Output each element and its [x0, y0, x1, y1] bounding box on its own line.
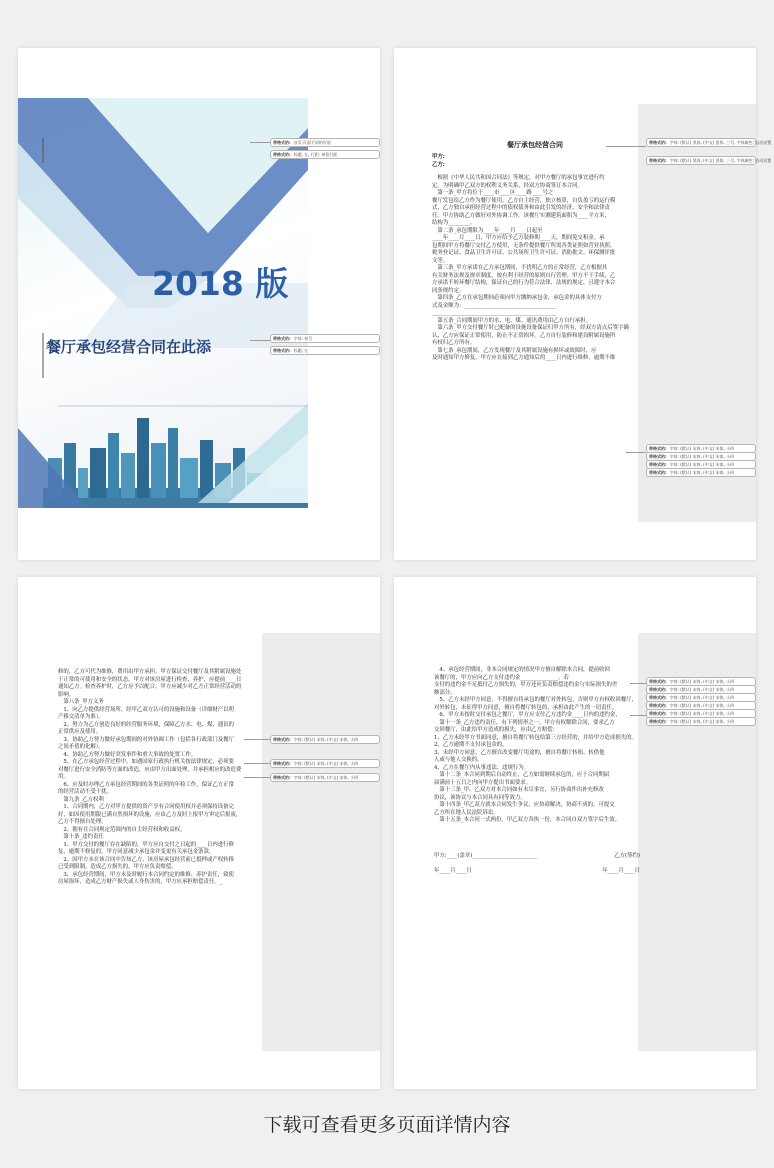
contract-line: 4、协助乙方努力做好突发事件和重大事故的处置工作。 [58, 751, 197, 758]
contract-line: 税务登记证、食品卫生许可证、公共场所卫生许可证、消防批文、环保测评批 [432, 250, 616, 256]
contract-line: 乙方不得擅自处理。 [58, 819, 107, 825]
comment-leader [250, 340, 272, 341]
contract-line: 1、乙方未经甲方书面同意，擅自将餐厅转包给第三方经营的，并给甲方造成损失的。 [434, 734, 637, 741]
contract-line: 第十四条_甲乙双方就本合同发生争议，应协商解决，协商不成的，可提交 [434, 802, 615, 808]
contract-line: ____年____月____日，甲方应给予乙方装修期____天，期间免交租金。承 [432, 235, 605, 241]
contract-line: 定。为明确甲乙双方的权利义务关系，经双方协商签订本合同。 [432, 182, 583, 189]
format-comment[interactable]: 带格式的: 字体: (默认) 宋体, (中文) 宋体, 小四 [270, 735, 380, 744]
format-comment[interactable]: 带格式的: 字体: (默认) 宋体, (中文) 宋体, 小四 [646, 685, 756, 694]
contract-line: 文等。 [432, 257, 449, 264]
contract-line: 第九条_乙方权利 [58, 796, 104, 803]
contract-line: 协议，该协议与本合同具有同等效力。 [434, 794, 526, 801]
contract-line: 交回餐厅，由此给甲方造成的损失，应由乙方赔偿： [434, 727, 558, 733]
contract-line: 包期间甲方将餐厅交付乙方使用，无条件提供餐厅所需各类证照如营业执照、 [432, 242, 616, 249]
contract-line: 认，乙方应保证正常使用，防止不正常损坏。乙方自行装修和建设附属设施所 [432, 332, 616, 339]
party-a-label: 甲方: [432, 154, 445, 160]
contract-line: 复，逾期不修复的，甲方同意减少承包金并变更有关承包金条款。 [58, 849, 215, 855]
contract-line: 4、乙方在餐厅内从事违法、违规行为。 [434, 764, 530, 771]
contract-paragraphs [434, 667, 640, 825]
contract-line: 及时通知甲方修复，甲方应在接到乙方通知后的____日内进行维修，逾期不维 [432, 355, 616, 361]
contract-line: 已受到限制，造成乙方损失的，甲方应负责赔偿。 [58, 864, 177, 870]
contract-body [434, 667, 640, 876]
contract-line: 4、承包经营期间，非本合同规定的情况甲方擅自解除本合同，提前收回 [434, 667, 610, 673]
contract-line: 3、未经甲方同意，乙方擅自改变餐厅用途的，擅自将餐厅转租、转借他 [434, 749, 605, 756]
contract-line: 人或与他人交换的。 [434, 757, 483, 763]
comment-leader [626, 452, 646, 453]
format-comment[interactable]: 带格式的: 字体: (默认) 宋体, (中文) 宋体, 小四 [646, 717, 756, 726]
format-comment[interactable]: 带格式的: 字体: (默认) 宋体, (中文) 宋体, 小四 [646, 693, 756, 702]
format-comment[interactable]: 带格式的: 首页,页面不同的页眉 [270, 138, 380, 147]
format-comment[interactable]: 带格式的: 字体: (默认) 宋体, (中文) 宋体, 小四 [646, 709, 756, 718]
download-more-caption: 下载可查看更多页面详情内容 [263, 1114, 511, 1136]
format-comment[interactable]: 带格式的: 字体: (默认) 宋体, (中文) 宋体, 小四 [646, 452, 756, 461]
contract-line: 产移交清单为准）。 [58, 714, 104, 720]
contract-paragraphs [58, 669, 260, 887]
date-row [434, 868, 640, 876]
format-comment[interactable]: 带格式的: 字体: (默认) 宋体, (中文) 宋体, 小四 [646, 677, 756, 686]
contract-line: 第四条_乙方在承包期间必须向甲方缴纳承包金，承包金的具体支付方 [432, 295, 602, 301]
contract-line: 餐厅发包给乙方作为餐厅使用。乙方自主经营，独立核算，自负盈亏的运行模 [432, 197, 616, 204]
contract-line: 对外转包，未征得甲方同意，擅自将餐厅转包的，承担由此产生的一切责任。 [434, 704, 618, 711]
contract-body [432, 140, 638, 363]
contract-line: 式及金额为：__________________________________ [432, 302, 556, 309]
contract-line: 1、合同期内，乙方对甲方提供的资产享有合同使用权并必须保持设备完 [58, 804, 234, 810]
comment-leader [606, 146, 646, 147]
date-party-a: 年____月____日 [434, 868, 472, 874]
contract-line: 有权归乙方所有。 [432, 340, 476, 346]
comment-leader [244, 777, 270, 778]
contract-title: 餐厅承包经营合同 [507, 140, 563, 149]
contract-line: 该餐厅的，甲方应向乙方支付违约金______________。若 [434, 674, 569, 681]
contract-page-2 [18, 577, 380, 1089]
contract-line: 方承诺不转环餐厅结构，保证自己的行为符合法律、法规的规定，且遵守本合 [432, 280, 616, 286]
contract-line: 6、甲方未按时交付承包之餐厅，甲方应支付乙方违约金____日内的违约金， [434, 712, 621, 718]
contract-line: 乙方所在地人民法院诉讼。 [434, 809, 499, 816]
format-comment[interactable]: 带格式的: 标题, 左 [270, 346, 380, 355]
contract-line: 第十五条_本合同一式两份，甲乙双方各执一份，本合同自双方签字后生效。 [434, 817, 620, 823]
contract-line: 有关财务法规及规章制度，按有利于经营的原则自行管理。甲方不干手续，乙 [432, 272, 616, 279]
contract-line: 的经营活动不受干扰。 [58, 789, 112, 795]
contract-line: 1、向乙方提供经营场所、经甲乙双方认可的设施和设备（详细财产以明 [58, 706, 234, 713]
format-comment[interactable]: 带格式的: 字体: (默认) 宋体, (中文) 宋体, 小四 [646, 701, 756, 710]
cover-page [18, 48, 380, 560]
comment-leader [630, 683, 646, 684]
contract-line: 根据《中华人民共和国合同法》等规定，对甲方餐厅的承包事宜进行约 [432, 175, 605, 181]
contract-line: 2、拥有在合同规定范围内的自主经营权和收益权。 [58, 826, 186, 833]
contract-paragraphs [432, 175, 638, 363]
cover-year: 2018 版 [152, 264, 289, 303]
contract-line: 第二条_承包期限为____年____月____日起至 [432, 227, 543, 234]
contract-line: 第一条_甲方将位于____市____区____路____号之 [432, 190, 554, 196]
contract-line: ______________________________________________ [432, 310, 556, 316]
format-comment[interactable]: 带格式的: 标题, 左, 行距: 单倍行距 [270, 150, 380, 159]
contract-line: 3、协助乙方努力做好承包期间的对外协调工作（包括各行政部门及餐厅 [58, 736, 234, 743]
signature-row [434, 853, 640, 861]
format-comment[interactable]: 带格式的: 字体: (默认) 宋体, (中文) 宋体, 小四 [646, 444, 756, 453]
contract-line: 式，乙方独自承担经营过程中的债权债务和由此引发的经济、安全和法律责 [432, 205, 610, 211]
format-comment[interactable]: 带格式的: 字体: (默认) 黑体, (中文) 黑体, 三号, 字体颜色: 自动设置 [646, 138, 756, 147]
contract-line: 1、甲方交付的餐厅存在缺陷的，甲方应自交付之日起的____日内进行修 [58, 841, 234, 848]
contract-body [58, 669, 260, 887]
contract-line: 第十条_违约责任 [58, 834, 104, 840]
party-b-label: 乙方: [432, 161, 445, 168]
signature-party-b: 乙方(签约) [614, 852, 640, 859]
date-party-b: 年____月____日 [602, 868, 640, 874]
contract-line: 影响。 [58, 691, 75, 698]
format-comment[interactable]: 带格式的: 字体: 初号 [270, 334, 380, 343]
format-comment[interactable]: 带格式的: 字体: (默认) 宋体, (中文) 宋体, 小四 [646, 468, 756, 477]
contract-page-3 [394, 577, 756, 1089]
contract-line: 房屋损坏，造成乙方财产损失或人身伤害的，甲方应承担赔偿责任。_ [58, 879, 223, 885]
contract-line: 修的，乙方可代为维修，费用由甲方承担。甲方保证交付餐厅及其附属设施处 [58, 669, 242, 675]
contract-line: 第八条_甲方义务 [58, 699, 104, 705]
contract-line: 第三条_甲方承诺在乙方承包期间，不扰明乙方的正常经营，乙方根据其 [432, 265, 608, 271]
contract-line: 结构为________。 [432, 220, 476, 226]
contract-page-1 [394, 48, 772, 560]
signature-party-a: 甲方:____(盖章)________________________ [434, 852, 538, 859]
contract-line: 额部分。 [434, 689, 456, 696]
contract-line: 好，如因使用期限已满自然损坏的设施，应由乙方及时上报甲方审定后报废， [58, 811, 242, 818]
contract-line: 5、乙方未经甲方同意，不得擅自将承包的餐厅对外转包，否则甲方有权收回餐厅， [434, 697, 637, 703]
contract-line: 于正常的可使用和安全的状态，甲方对该房屋进行检查、养护，应提前____日 [58, 676, 242, 683]
format-comment[interactable]: 带格式的: 字体: (默认) 宋体, (中文) 宋体, 小四 [270, 759, 380, 768]
comment-leader [244, 739, 270, 740]
contract-line: 支付的违约金不足抵付乙方损失的，甲方还应负责赔偿违约金与实际损失的差 [434, 682, 618, 688]
contract-line: 2、因甲方未在该合同中告知乙方，该房屋承包经营前已抵押或产权转移 [58, 856, 234, 863]
markup-pane [262, 633, 380, 1051]
contract-line: 用。 [58, 774, 69, 780]
contract-line: 3、承包经营期间，甲方未及时履行本合同约定的维修、养护责任，致使 [58, 871, 234, 878]
contract-line: 6、应及时办理乙方承包经营期间的各类证照的年检工作，保证乙方正常 [58, 781, 234, 788]
contract-line: 通知乙方。检查养护时，乙方应予以配合。甲方应减少对乙方正常经营活动的 [58, 684, 242, 690]
contract-line: 第十二条_本合同到期后自动终止，乙方如需继续承包的，应于合同期届 [434, 772, 610, 778]
contract-line: 任。甲方协助乙方做好对外协调工作。该餐厅实测建筑面积为____平方米， [432, 212, 610, 219]
contract-line: 2、乙方逾期不支付承包金的。 [434, 742, 508, 748]
contract-line: 正常供应及使用。 [58, 729, 102, 735]
contract-line: 第七条_承包期间，乙方发现餐厅及其附属设施有损坏或故障时，应 [432, 347, 597, 354]
contract-line: 5、在乙方承包经营过程中，如遇国家行政执行机关按法律规定，必须要 [58, 759, 234, 765]
format-comment[interactable]: 带格式的: 字体: (默认) 宋体, (中文) 宋体, 小四 [270, 773, 380, 782]
contract-line: 第十三条_甲、乙双方对本合同如有未尽事宜，另行协商作出补充修改 [434, 787, 604, 793]
format-comment[interactable]: 带格式的: 字体: (默认) 宋体, (中文) 宋体, 小四 [646, 460, 756, 469]
contract-line: 同条规约定。 [432, 287, 465, 294]
contract-line: 第五条_合同期间甲方的水、电、煤、通讯费用由乙方自行承担。 [432, 317, 592, 324]
comment-leader [250, 142, 272, 143]
comment-leader [244, 763, 270, 764]
cover-title: 餐厅承包经营合同在此添 [46, 338, 212, 356]
contract-line: 第六条_甲方交付餐厅时已配备的设施设备保证归甲方所有，经双方清点后签字确 [432, 325, 629, 331]
comment-leader [630, 715, 646, 716]
contract-line: 对餐厅进行安全消防等方面的改造，应由甲方出面处理，并承担相应的改造费 [58, 766, 242, 773]
contract-line: 2、努力为乙方创造良好的经营服务环境，保障乙方水、电、煤、通讯的 [58, 721, 234, 728]
contract-line: 届满前十五日之内向甲方提出书面要求。 [434, 779, 532, 786]
contract-line: 第十一条_乙方违约责任，有下列情形之一，甲方有权解除合同，要求乙方 [434, 719, 615, 726]
contract-line: 之间矛盾的化解）。 [58, 744, 104, 750]
format-comment[interactable]: 带格式的: 字体: (默认) 黑体, (中文) 黑体, 三号, 字体颜色: 自动设置 [646, 156, 756, 165]
